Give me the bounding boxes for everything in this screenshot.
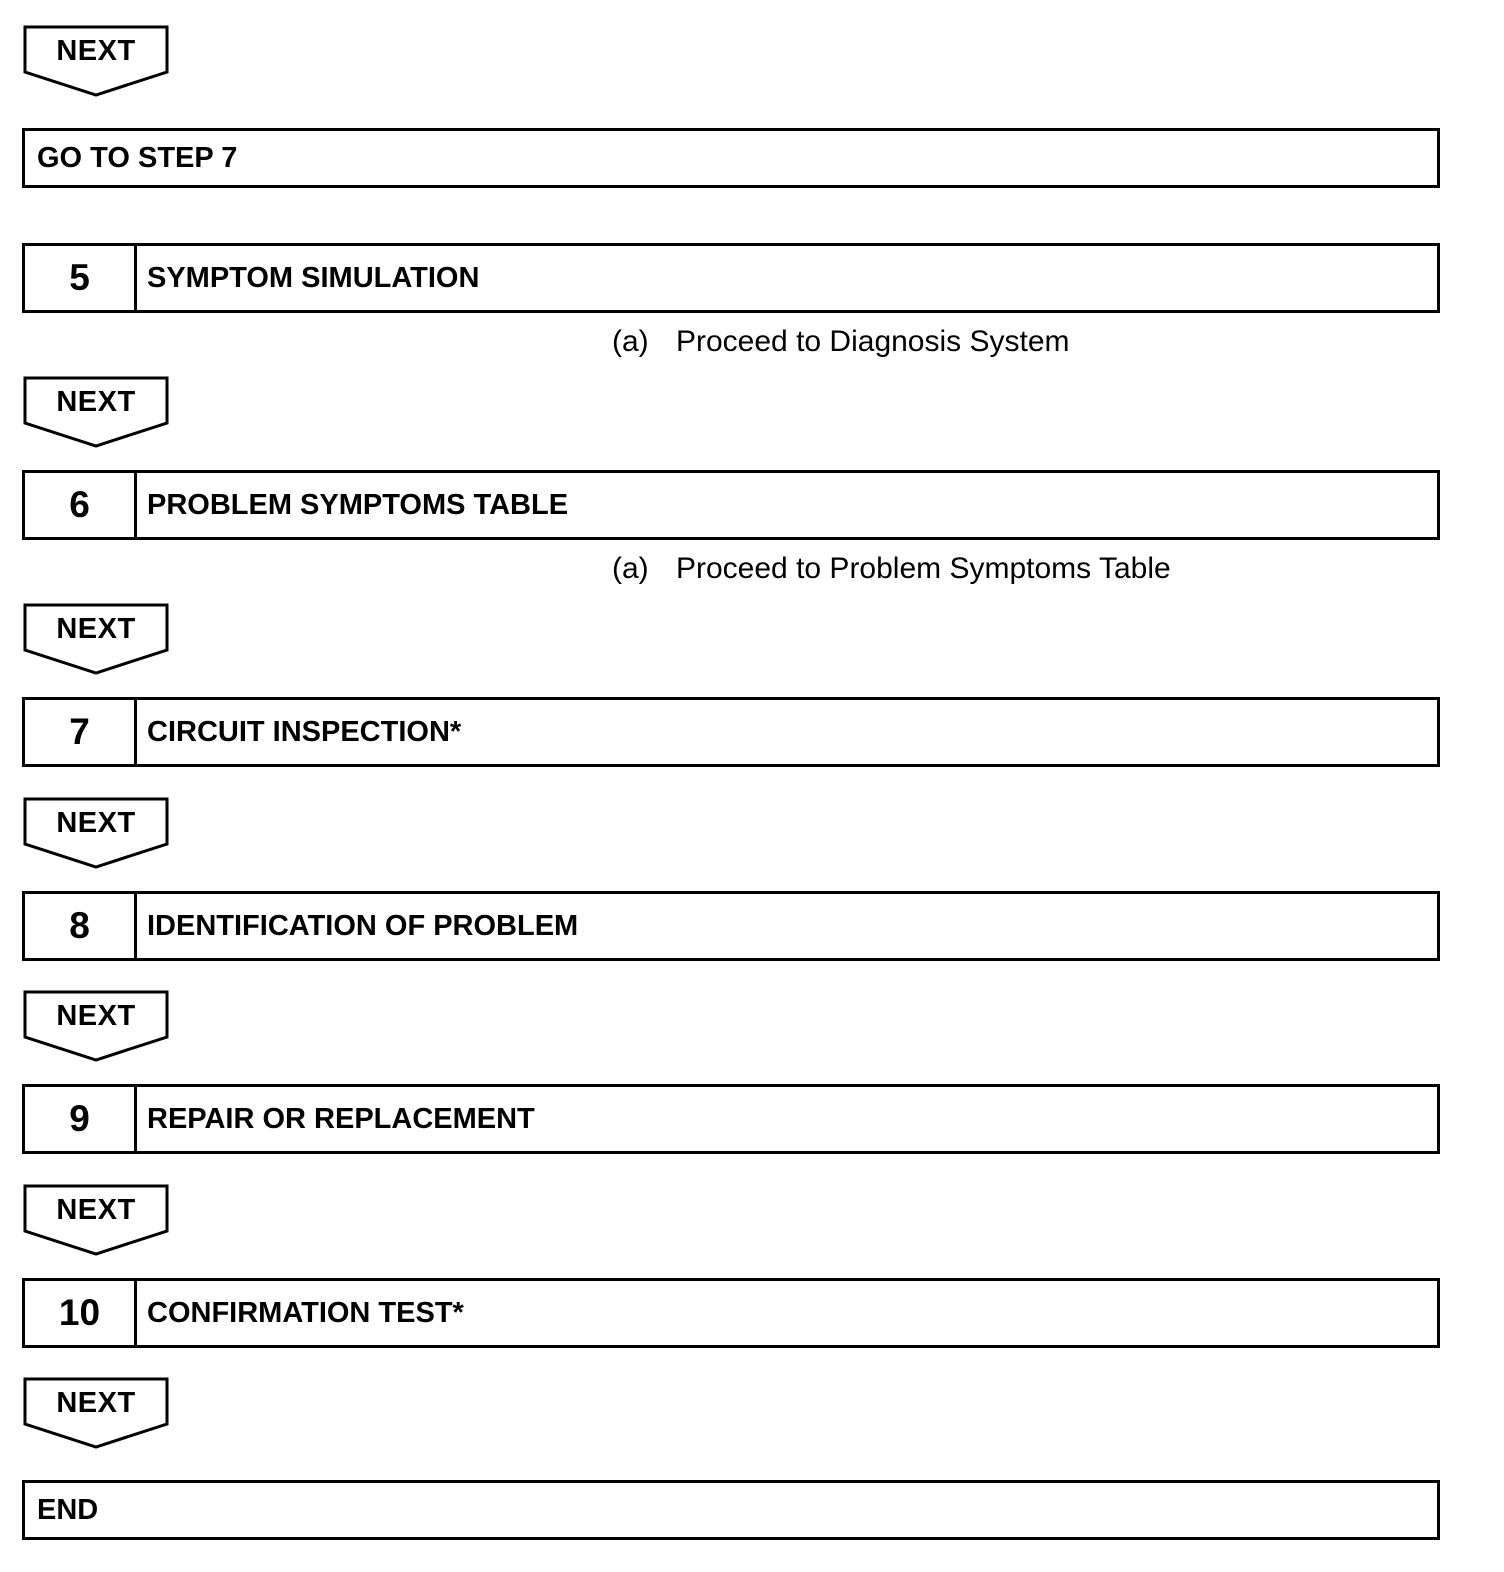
next-arrow-6 bbox=[22, 1183, 170, 1257]
step-title: IDENTIFICATION OF PROBLEM bbox=[147, 910, 579, 942]
next-arrow-label: NEXT bbox=[56, 1387, 136, 1419]
step-box-5 bbox=[22, 243, 1440, 313]
next-arrow-label: NEXT bbox=[56, 1000, 136, 1032]
instruction-text: Proceed to Problem Symptoms Table bbox=[676, 552, 1171, 585]
go-to-step-box bbox=[22, 128, 1440, 188]
step-box-8 bbox=[22, 891, 1440, 961]
instruction-marker: (a) bbox=[612, 552, 649, 585]
next-arrow-1 bbox=[22, 24, 170, 98]
end-text: END bbox=[37, 1494, 99, 1526]
step-5-instruction bbox=[612, 325, 1070, 359]
step-number: 8 bbox=[25, 894, 137, 958]
next-arrow-label: NEXT bbox=[56, 35, 136, 67]
next-arrow-2 bbox=[22, 375, 170, 449]
next-arrow-label: NEXT bbox=[56, 807, 136, 839]
step-title: SYMPTOM SIMULATION bbox=[147, 262, 480, 294]
step-title: PROBLEM SYMPTOMS TABLE bbox=[147, 489, 569, 521]
step-box-9 bbox=[22, 1084, 1440, 1154]
next-arrow-label: NEXT bbox=[56, 1194, 136, 1226]
next-arrow-4 bbox=[22, 796, 170, 870]
step-number: 6 bbox=[25, 473, 137, 537]
step-box-10 bbox=[22, 1278, 1440, 1348]
end-box bbox=[22, 1480, 1440, 1540]
next-arrow-label: NEXT bbox=[56, 613, 136, 645]
step-6-instruction bbox=[612, 552, 1171, 586]
step-box-7 bbox=[22, 697, 1440, 767]
next-arrow-5 bbox=[22, 989, 170, 1063]
instruction-marker: (a) bbox=[612, 325, 649, 358]
next-arrow-7 bbox=[22, 1376, 170, 1450]
step-box-6 bbox=[22, 470, 1440, 540]
step-title: REPAIR OR REPLACEMENT bbox=[147, 1103, 535, 1135]
step-number: 5 bbox=[25, 246, 137, 310]
step-title: CONFIRMATION TEST* bbox=[147, 1297, 464, 1329]
next-arrow-label: NEXT bbox=[56, 386, 136, 418]
step-number: 10 bbox=[25, 1281, 137, 1345]
instruction-text: Proceed to Diagnosis System bbox=[676, 325, 1070, 358]
next-arrow-3 bbox=[22, 602, 170, 676]
go-to-step-text: GO TO STEP 7 bbox=[37, 142, 238, 174]
step-title: CIRCUIT INSPECTION* bbox=[147, 716, 462, 748]
step-number: 9 bbox=[25, 1087, 137, 1151]
step-number: 7 bbox=[25, 700, 137, 764]
